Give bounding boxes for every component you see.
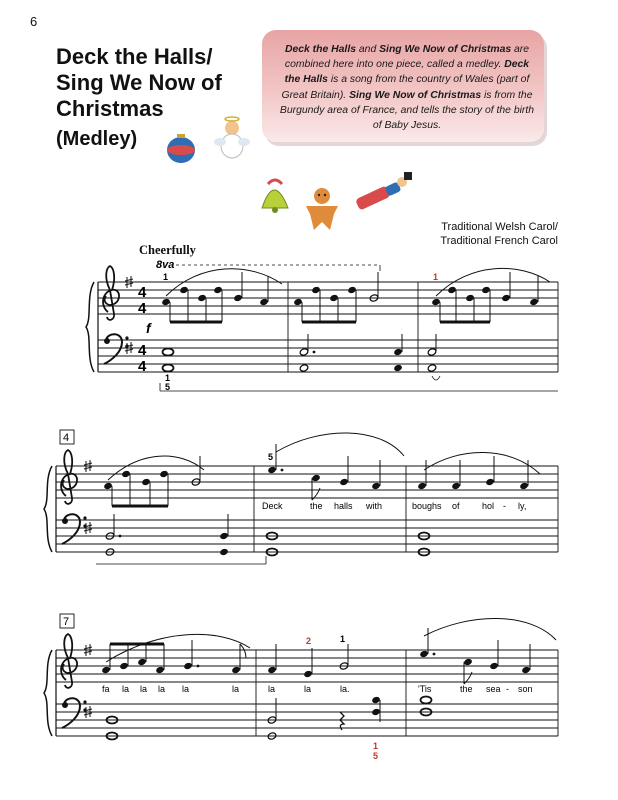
notes-measure-8 xyxy=(267,644,349,678)
bass-clef-icon xyxy=(104,334,129,364)
info-song-2: Sing We Now of Christmas xyxy=(379,44,512,55)
lyric-syllable: la xyxy=(140,684,148,694)
info-song-4: Sing We Now of Christmas xyxy=(349,89,482,101)
measure-number: 4 xyxy=(63,432,70,444)
lyric-syllable: - xyxy=(506,684,509,694)
info-text-1: and xyxy=(356,44,380,55)
tempo-marking: Cheerfully xyxy=(139,243,196,257)
notes-measure-4 xyxy=(103,456,204,506)
lyric-syllable: son xyxy=(518,684,533,694)
fingering-number: 5 xyxy=(268,452,274,462)
lyric-syllable: hol xyxy=(482,501,495,511)
notes-measure-6 xyxy=(417,452,540,490)
info-text-2: are combined here into one piece, called a medley. xyxy=(284,44,530,71)
page-number: 6 xyxy=(30,14,38,29)
lyric-syllable: la xyxy=(304,684,312,694)
fingering-number: 1 xyxy=(163,272,169,282)
bass-clef-icon xyxy=(62,698,87,728)
octave-marking: 8va xyxy=(156,259,175,271)
lyric-syllable: Deck xyxy=(262,501,283,511)
fingering-number: 1 xyxy=(433,272,439,282)
composer-line-2: Traditional French Carol xyxy=(440,235,558,247)
system-2 xyxy=(44,466,558,552)
svg-text:4: 4 xyxy=(138,300,147,317)
quarter-rest-icon xyxy=(340,712,344,730)
lyric-syllable: ly, xyxy=(518,501,527,511)
lyric-syllable: boughs xyxy=(412,501,442,511)
fingering-number: 1 xyxy=(373,741,379,751)
lyric-syllable: sea xyxy=(486,684,501,694)
fingering-number: 5 xyxy=(165,382,171,392)
treble-clef-icon xyxy=(61,450,77,504)
lyric-syllable: with xyxy=(366,501,383,511)
lyric-syllable: halls xyxy=(334,501,353,511)
fingering-number: 5 xyxy=(373,751,379,761)
svg-text:4: 4 xyxy=(138,342,147,359)
svg-text:4: 4 xyxy=(138,284,147,301)
lyric-syllable: the xyxy=(460,684,473,694)
measure-number: 7 xyxy=(63,616,70,628)
lyric-syllable: la xyxy=(158,684,166,694)
info-song-1: Deck the Halls xyxy=(284,44,356,55)
bass-notes-system-3 xyxy=(107,696,432,740)
lyric-syllable: la xyxy=(268,684,276,694)
treble-clef-icon xyxy=(61,634,77,688)
lyric-syllable: of xyxy=(452,501,460,511)
lyric-syllable: fa xyxy=(102,684,110,694)
lyric-syllable: la xyxy=(182,684,190,694)
dynamic-forte: f xyxy=(146,320,151,336)
lyric-syllable: la xyxy=(232,684,240,694)
notes-measure-7 xyxy=(101,634,250,674)
composer-line-1: Traditional Welsh Carol/ xyxy=(441,221,558,233)
lyric-syllable: - xyxy=(503,501,506,511)
title-subtitle: (Medley) xyxy=(56,128,138,150)
info-text-3: is a song from the country of Wales (part of Great Britain). xyxy=(281,74,530,101)
lyric-syllable: la. xyxy=(340,684,350,694)
lyrics-line-3 xyxy=(102,684,533,694)
lyrics-line-2 xyxy=(262,501,526,511)
info-song-3: Deck the Halls xyxy=(284,59,530,86)
svg-text:4: 4 xyxy=(138,358,147,375)
bass-clef-icon xyxy=(62,514,87,544)
fingering-number: 2 xyxy=(306,636,312,646)
notes-measure-2 xyxy=(293,272,379,322)
fingering-number: 1 xyxy=(340,634,346,644)
bass-notes-system-1 xyxy=(163,334,441,380)
fingering-number: 1 xyxy=(165,373,171,383)
info-text-4: is from the Burgundy area of France, and tells the story of the birth of Baby Jesus. xyxy=(279,89,535,132)
lyric-syllable: la xyxy=(122,684,130,694)
treble-clef-icon xyxy=(103,266,119,320)
lyric-syllable: 'Tis xyxy=(418,684,432,694)
system-1 xyxy=(86,282,558,372)
title-main: Deck the Halls/ Sing We Now of Christmas xyxy=(56,44,222,121)
lyric-syllable: the xyxy=(310,501,323,511)
